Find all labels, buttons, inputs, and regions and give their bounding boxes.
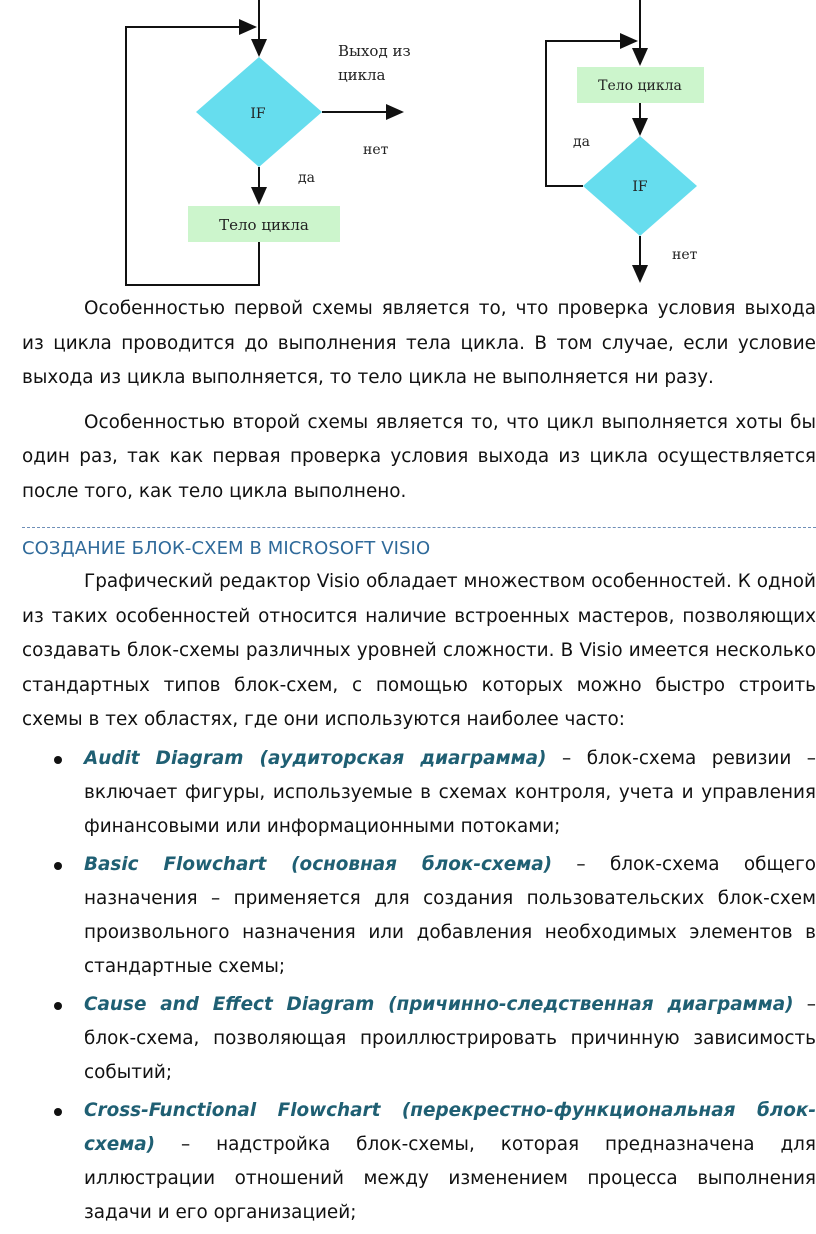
bullet-icon	[54, 862, 62, 870]
document-body	[22, 292, 816, 1234]
section-heading: СОЗДАНИЕ БЛОК-СХЕМ В MICROSOFT VISIO	[22, 538, 431, 559]
decision-label: IF	[250, 106, 266, 122]
yes-label: да	[298, 170, 315, 186]
list-item-text: – блок-схема ревизии – включает фигуры, используемые в схемах контроля, учета и управления финансовыми или информационными потоками;	[84, 747, 816, 837]
list-item	[22, 742, 816, 844]
decision-label: IF	[632, 179, 648, 195]
list-item-term: Cross-Functional Flowchart (перекрестно-функциональная блок-схема)	[84, 1099, 816, 1155]
bullet-icon	[54, 1108, 62, 1116]
exit-label-line1: Выход из	[338, 42, 411, 60]
diagram-types-list	[22, 742, 816, 1230]
paragraph-first-scheme: Особенностью первой схемы является то, что проверка условия выхода из цикла проводится до выполнения тела цикла. В том случае, если условие выхода из цикла выполняется, то тело цикла не выполняется ни разу.	[22, 298, 816, 388]
no-label: нет	[672, 247, 698, 263]
return-arrow	[126, 27, 259, 285]
yes-label: да	[573, 134, 590, 150]
flowchart-precondition	[126, 0, 411, 285]
no-label: нет	[363, 142, 389, 158]
list-item-text: – блок-схема общего назначения – применяется для создания пользовательских блок-схем произвольного назначения или добавления необходимых элементов в стандартные схемы;	[84, 853, 816, 977]
paragraph-second-scheme: Особенностью второй схемы является то, что цикл выполняется хоты бы один раз, так как первая проверка условия выхода из цикла осуществляется после того, как тело цикла выполнено.	[22, 411, 816, 502]
list-item-text: – блок-схема, позволяющая проиллюстрировать причинную зависимость событий;	[84, 993, 816, 1083]
list-item-term: Basic Flowchart (основная блок-схема)	[84, 853, 553, 875]
list-item	[22, 1094, 816, 1230]
list-item-term: Audit Diagram (аудиторская диаграмма)	[84, 747, 547, 769]
loop-body-label: Тело цикла	[598, 78, 682, 94]
loop-flowcharts	[0, 0, 816, 290]
flowchart-postcondition	[546, 0, 704, 281]
paragraph-intro: Графический редактор Visio обладает множеством особенностей. К одной из таких особенностей относится наличие встроенных мастеров, позволяющих создавать блок-схемы различных уровней сложности. В Visio имеется несколько стандартных типов блок-схем, с помощью которых можно быстро строить схемы в тех областях, где они используются наиболее часто:	[22, 571, 816, 730]
list-item-term: Cause and Effect Diagram (причинно-следственная диаграмма)	[84, 993, 794, 1015]
loop-body-label: Тело цикла	[219, 216, 309, 234]
bullet-icon	[54, 1002, 62, 1010]
exit-label-line2: цикла	[338, 66, 386, 84]
section-divider	[22, 527, 816, 528]
list-item	[22, 988, 816, 1090]
list-item-text: – надстройка блок-схемы, которая предназначена для иллюстрации отношений между изменением процесса выполнения задачи и его организацией;	[84, 1133, 816, 1223]
bullet-icon	[54, 756, 62, 764]
list-item	[22, 848, 816, 984]
